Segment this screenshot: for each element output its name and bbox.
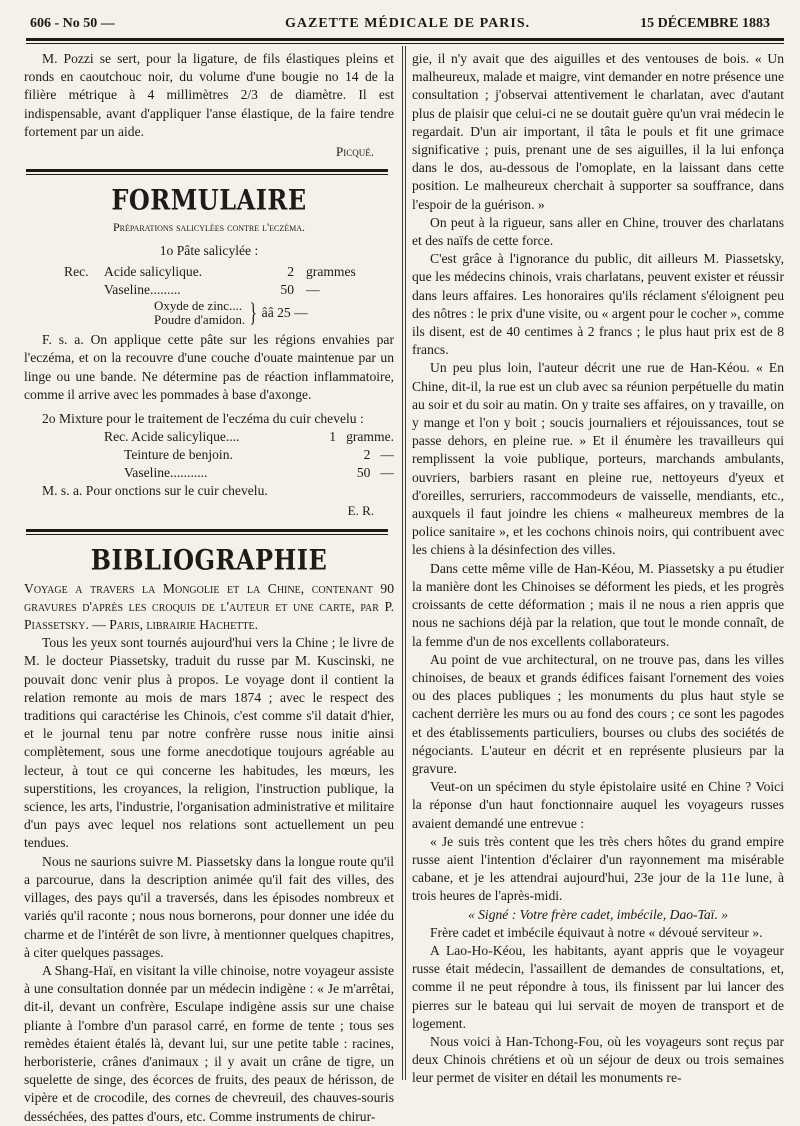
page-number: 606 xyxy=(30,16,51,31)
section-rule xyxy=(26,169,388,175)
formulaire-title: FORMULAIRE xyxy=(111,183,307,217)
recipe-1-title: 1o Pâte salicylée : xyxy=(159,243,259,259)
article-paragraph: Frère cadet et imbécile équivaut à notre « dévoué serviteur ». xyxy=(430,924,763,940)
recipe-2-instructions: M. s. a. Pour onctions sur le cuir chevelu. xyxy=(42,483,268,499)
article-paragraph: Un peu plus loin, l'auteur décrit une rue de Han-Kéou. « En Chine, dit-il, la rue est un club avec sa réunion perpétuelle du matin au soir et du soir au matin. On y traite ses affaires, on y travaille, on y mange et l'on y boit ; soucis journaliers et réjouissances, tout se passe dehors, en pleine rue. » Et il énumère les travailleurs qui remplissent la voie publique, porteurs, marchands ambulants, ouvriers, barbiers rasant en pleine rue, nettoyeurs d'yeux et d'oreilles, serruriers, raccommodeurs de vaisselle, mendiants, etc., auxquels il faut joindre les chiens « malheureux membres de la police sanitaire », et les cochons chinois noirs, qui contribuent avec les chiens à la désinfection des villes. xyxy=(412,360,784,558)
article-paragraph: gie, il n'y avait que des aiguilles et des ventouses de bois. « Un malheureux, malade et maigre, vint demander en notre présence une consultation ; j'observai attentivement le charlatan, avec d'autant plus de plaisir que celui-ci ne se doutait guère qu'un vrai médecin le regardait. D'un air important, il tâta le pouls et fit une grimace significative ; puis, prenant une de ses aiguilles, il la lui enfonça dans le dos, au-dessous de l'omoplate, en la laissant dans cette position. Le malheureux cherchait à supporter sa souffrance, dans l'espoir de la guérison. » xyxy=(412,51,784,212)
formulaire-signature: E. R. xyxy=(347,503,374,519)
column-divider xyxy=(402,46,403,1080)
article-paragraph: Dans cette même ville de Han-Kéou, M. Piassetsky a pu étudier la manière dont les Chinoises se déforment les pieds, et les progrès croissants de cette déformation ; mais il ne nous a rien appris que nous ne sachions déjà par la relation, que tout le monde connaît, de la femme d'un de nos excellents collaborateurs. xyxy=(412,560,784,649)
recipe-row: Teinture de benjoin. 2 — xyxy=(124,447,394,463)
recipe-brace-group: Oxyde de zinc.... Poudre d'amidon. } ââ 25 — xyxy=(154,298,308,328)
right-column xyxy=(412,50,784,1084)
issue-date: 15 DÉCEMBRE 1883 xyxy=(640,16,770,31)
book-reference: Voyage a travers la Mongolie et la Chine, contenant 90 gravures d'après les croquis de l'auteur et une carte, par P. Piassetsky. — Paris, librairie Hachette. xyxy=(24,580,394,633)
left-column xyxy=(24,50,394,1124)
recipe-row: Rec. Acide salicylique. 2 grammes xyxy=(64,264,356,280)
intro-paragraph: M. Pozzi se sert, pour la ligature, de fils élastiques pleins et ronds en caoutchouc noir, du volume d'une bougie no 14 de la filière métrique à 4 millimètres 2/3 de diamètre. Il est indispensable, avant d'appliquer l'anse élastique, de la faire tendre fortement par un aide. xyxy=(24,51,394,139)
recipe-1 xyxy=(24,263,394,327)
bibliography-paragraph: A Shang-Haï, en visitant la ville chinoise, notre voyageur assiste à une consultation donnée par un médecin indigène : « Je m'arrêtai, dit-il, devant un confrère, Esculape indigène assis sur une chaise pliante à l'ombre d'un parasol carré, en forme de tente ; tous ses remèdes étaient étalés là, devant lui, sur une petite table : racines, herboristerie, crânes d'animaux ; il y avait un crâne de tigre, un squelette de singe, des écorces de fruits, des peaux de hérisson, de vipère et de crocodile, des cornes de chevreuil, des chauves-souris desséchées, des pattes d'ours, etc. Comme instruments de chirur- xyxy=(24,962,394,1124)
recipe-2-title: 2o Mixture pour le traitement de l'eczéma du cuir chevelu : xyxy=(42,411,364,427)
section-rule xyxy=(26,529,388,535)
page-header xyxy=(30,14,784,36)
article-paragraph: Au point de vue architectural, on ne trouve pas, dans les villes chinoises, de beaux et grands édifices faisant l'ornement des voies ou des places publiques ; les monuments du plus haut style se cachent derrière les murs ou au fond des cours ; ce sont les pagodes et des établissements particuliers, bourses ou clubs des sociétés de négociants. L'auteur en décrit et en représente plusieurs par la gravure. xyxy=(412,651,784,776)
recipe-row: Vaseline........... 50 — xyxy=(124,465,394,481)
article-paragraph: « Je suis très content que les très chers hôtes du grand empire russe aient l'intention d'éclairer d'un rayonnement ma misérable cabane, et je les attendrai aujourd'hui, 23e jour de la 11e lune, à trois heures de l'après-midi. xyxy=(412,833,784,904)
column-divider-inner xyxy=(405,46,406,1080)
page-number-and-issue xyxy=(30,16,115,32)
issue-number: - No 50 — xyxy=(54,16,115,31)
article-paragraph: A Lao-Ho-Kéou, les habitants, ayant appris que le voyageur russe était médecin, l'assaillent de demandes de consultations, et, comme il ne peut répondre à tous, ils finissent par lui lancer des pierres sur le bateau qui lui servait de moyen de transport et de logement. xyxy=(412,942,784,1031)
bibliography-paragraph: Nous ne saurions suivre M. Piassetsky dans la longue route qu'il a parcourue, dans la description animée qu'il fait des villes, des villages, des pays qu'il a traversés, dans les épisodes nombreux et variés qu'il raconte ; nous nous bornerons, pour donner une idée du charme et de l'intérêt de son livre, à mentionner quelques chapitres, à citer quelques passages. xyxy=(24,853,394,960)
recipe-row: Vaseline......... 50 — xyxy=(104,282,320,298)
bibliographie-title: BIBLIOGRAPHIE xyxy=(90,542,328,576)
article-paragraph: On peut à la rigueur, sans aller en Chine, trouver des charlatans et des naïfs de cette force. xyxy=(412,214,784,249)
signed-line: « Signé : Votre frère cadet, imbécile, Dao-Taï. » xyxy=(467,906,729,922)
recipe-2 xyxy=(24,428,394,482)
bibliography-paragraph: Tous les yeux sont tournés aujourd'hui vers la Chine ; le livre de M. le docteur Piassetsky, traduit du russe par M. Kuscinski, ne pouvait donc venir plus à propos. Le voyage dont il contient la relation remonte au mois de mars 1874 ; avec le respect des traditions qui caractérise les Chinois, c'est comme s'il datait d'hier, et le journal tenu par notre confrère russe nous initie ainsi complètement, sous une forme anecdotique toujours agréable au lecteur, à tout ce qui concerne les habitudes, les mœurs, les superstitions, les croyances, la religion, l'instruction publique, la science, les arts, l'industrie, l'organisation administrative et militaire d'un pays avec lequel nos relations sont actuellement un peu tendues. xyxy=(24,635,394,851)
header-rule xyxy=(26,38,784,44)
intro-signature: Picqué. xyxy=(336,144,374,160)
recipe-1-instructions: F. s. a. On applique cette pâte sur les régions envahies par l'eczéma, et on la recouvre d'une couche d'ouate maintenue par un linge ou une bande. Ne détermine pas de réaction inflammatoire, comme il arrive avec les pommades à base d'axonge. xyxy=(24,332,394,402)
formulaire-subtitle: Préparations salicylées contre l'eczéma. xyxy=(112,220,306,235)
journal-title: GAZETTE MÉDICALE DE PARIS. xyxy=(285,16,531,31)
recipe-row: Rec. Acide salicylique.... 1 gramme. xyxy=(104,429,394,445)
article-paragraph: C'est grâce à l'ignorance du public, dit ailleurs M. Piassetsky, que les médecins chinois, vrais charlatans, peuvent exister et réussir dans leurs affaires. Les honoraires qu'ils réclament s'éloignent peu des nôtres : le prix d'une visite, ou « argent pour le cocher », comme ils disent, est de 40 centimes à 2 francs ; le plus haut prix est de 8 francs. xyxy=(412,251,784,358)
article-paragraph: Nous voici à Han-Tchong-Fou, où les voyageurs sont reçus par deux Chinois chrétiens et où un séjour de deux ou trois semaines leur permet de visiter en détail les monuments re- xyxy=(412,1033,784,1086)
article-paragraph: Veut-on un spécimen du style épistolaire usité en Chine ? Voici la réponse d'un haut fonctionnaire auquel les voyageurs russes avaient demandé une entrevue : xyxy=(412,779,784,831)
